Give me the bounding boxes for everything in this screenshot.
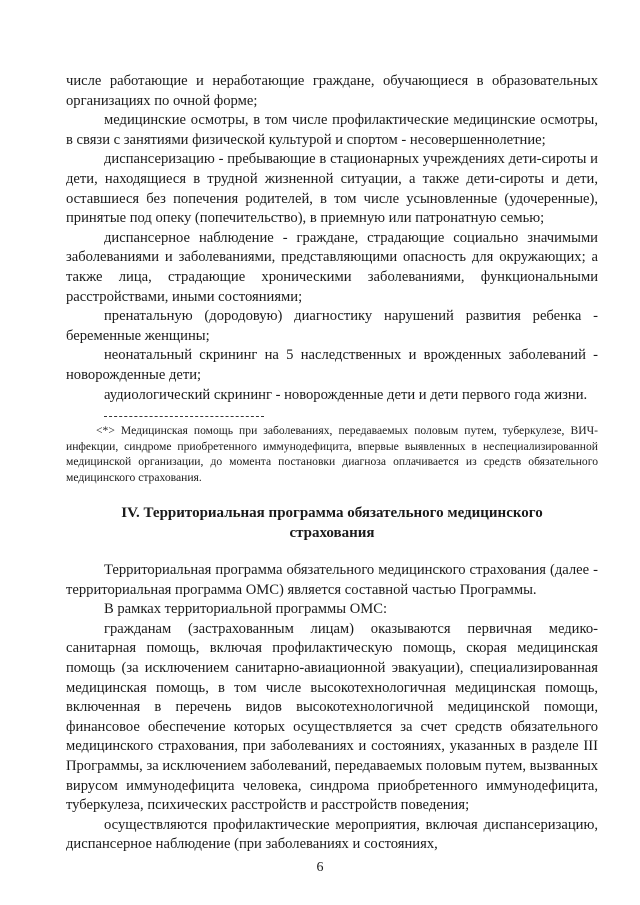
section-heading: IV. Территориальная программа обязательного медицинского страхования bbox=[121, 505, 543, 542]
footnote-text: <*> Медицинская помощь при заболеваниях, передаваемых половым путем, туберкулезе, ВИЧ-инфекции, синдроме приобретенного иммунодефицита, впервые выявленных в неспециализированной медицинской организации, до момента постановки диагноза оплачивается из средств обязательного медицинского страхования. bbox=[66, 424, 598, 484]
footnote-separator bbox=[104, 416, 264, 417]
paragraph-audiological-screening: аудиологический скрининг - новорожденные дети и дети первого года жизни. bbox=[104, 386, 588, 403]
paragraph-preventive-measures: осуществляются профилактические мероприятия, включая диспансеризацию, диспансерное наблюдение (при заболеваниях и состояниях, bbox=[66, 816, 598, 853]
paragraph-territorial-program: Территориальная программа обязательного медицинского страхования (далее - территориальная программа ОМС) является составной частью Программы. bbox=[66, 562, 598, 598]
paragraph-dispensary-observation: диспансерное наблюдение - граждане, страдающие социально значимыми заболеваниями и заболеваниями, представляющими опасность для окружающих; а также лица, страдающие хроническими заболеваниями, функциональными расстройствами, иными состояниями; bbox=[66, 229, 598, 305]
paragraph-dispanserization: диспансеризацию - пребывающие в стационарных учреждениях дети-сироты и дети, находящиеся в трудной жизненной ситуации, а также дети-сироты и дети, оставшиеся без попечения родителей, в том числе усыновленные (удочеренные), принятые под опеку (попечительство), в приемную или патронатную семью; bbox=[66, 151, 598, 227]
page-number: 6 bbox=[316, 860, 324, 875]
paragraph-prenatal-diagnostics: пренатальную (дородовую) диагностику нарушений развития ребенка - беременные женщины; bbox=[66, 308, 598, 344]
paragraph-medical-checkups: медицинские осмотры, в том числе профилактические медицинские осмотры, в связи с занятиями физической культурой и спортом - несовершеннолетние; bbox=[66, 112, 598, 148]
paragraph-insured-citizens: гражданам (застрахованным лицам) оказываются первичная медико-санитарная помощь, включая профилактическую помощь, скорая медицинская помощь (за исключением санитарно-авиационной эвакуации), специализированная медицинская помощь, в том числе высокотехнологичная медицинская помощь, включенная в перечень видов высокотехнологичной медицинской помощи, финансовое обеспечение которых осуществляется за счет средств обязательного медицинского страхования, при заболеваниях и состояниях, указанных в разделе III Программы, за исключением заболеваний, передаваемых половым путем, вызванных вирусом иммунодефицита человека, синдрома приобретенного иммунодефицита, туберкулеза, психических расстройств и расстройств поведения; bbox=[66, 620, 598, 814]
paragraph-neonatal-screening: неонатальный скрининг на 5 наследственных и врожденных заболеваний - новорожденные дети; bbox=[66, 347, 598, 383]
paragraph-within-program: В рамках территориальной программы ОМС: bbox=[104, 601, 388, 618]
paragraph-continuation: числе работающие и неработающие граждане, обучающиеся в образовательных организациях по очной форме; bbox=[66, 73, 598, 109]
